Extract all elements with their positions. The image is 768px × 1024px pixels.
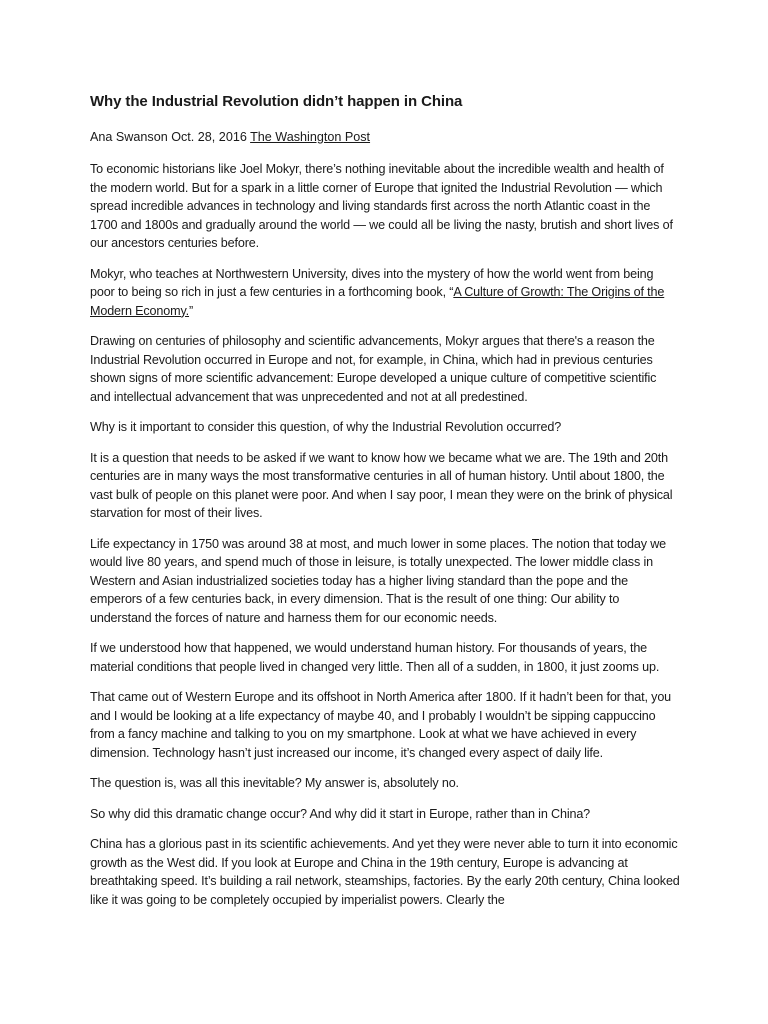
paragraph-4: Why is it important to consider this question, of why the Industrial Revolution occurred? (90, 420, 562, 434)
paragraph-2 (90, 265, 680, 321)
byline (90, 128, 680, 146)
paragraph-8: That came out of Western Europe and its offshoot in North America after 1800. If it hadn’t been for that, you and I would be looking at a life expectancy of maybe 40, and I probably I wouldn’t be sipping cappuccino from a fancy machine and talking to you on my smartphone. Look at what we have achieved in every dimension. Technology hasn’t just increased our income, it’s changed every aspect of daily life. (90, 690, 672, 760)
paragraph-2-text: Mokyr, who teaches at Northwestern University, dives into the mystery of how the world went from being poor to being so rich in just a few centuries in a forthcoming book, “ (90, 266, 654, 299)
article-title: Why the Industrial Revolution didn’t happen in China (90, 93, 463, 110)
paragraph-3: Drawing on centuries of philosophy and scientific advancements, Mokyr argues that there's a reason the Industrial Revolution occurred in Europe and not, for example, in China, which had in previous centuries shown signs of more scientific advancement: Europe developed a unique culture of competitive scientific and intellectual advancement that was unprecedented and not at all predestined. (90, 334, 657, 404)
paragraph-2-end: ” (189, 303, 194, 318)
book-title-link[interactable]: A Culture of Growth: The Origins of the Modern Economy. (90, 285, 665, 318)
paragraph-11: China has a glorious past in its scientific achievements. And yet they were never able to turn it into economic growth as the West did. If you look at Europe and China in the 19th century, Europe is advancing at breathtaking speed. It’s building a rail network, steamships, factories. By the early 20th century, China looked like it was going to be completely occupied by imperialist powers. Clearly the (90, 837, 680, 907)
paragraph-6: Life expectancy in 1750 was around 38 at most, and much lower in some places. The notion that today we would live 80 years, and spend much of those in leisure, is totally unexpected. The lower middle class in Western and Asian industrialized societies today has a higher living standard than the pope and the emperors of a few centuries back, in every dimension. That is the result of one thing: Our ability to understand the forces of nature and harness them for our economic needs. (90, 536, 667, 625)
paragraph-7: If we understood how that happened, we would understand human history. For thousands of years, the material conditions that people lived in changed very little. Then all of a sudden, in 1800, it just zooms up. (90, 641, 660, 674)
source-link[interactable]: The Washington Post (250, 130, 371, 144)
paragraph-5: It is a question that needs to be asked if we want to know how we became what we are. The 19th and 20th centuries are in many ways the most transformative centuries in all of human history. Until about 1800, the vast bulk of people on this planet were poor. And when I say poor, I mean they were on the brink of physical starvation for most of their lives. (90, 450, 673, 520)
article-body (90, 92, 680, 921)
paragraph-10: So why did this dramatic change occur? And why did it start in Europe, rather than in China? (90, 806, 591, 821)
paragraph-9: The question is, was all this inevitable? My answer is, absolutely no. (90, 776, 459, 790)
paragraph-1: To economic historians like Joel Mokyr, there’s nothing inevitable about the incredible wealth and health of the modern world. But for a spark in a little corner of Europe that ignited the Industrial Revolution — which spread incredible advances in technology and living standards first across the north Atlantic coast in the 1700 and 1800s and gradually around the world — we could all be living the nasty, brutish and short lives of our ancestors centuries before. (90, 162, 673, 250)
author-date: Ana Swanson Oct. 28, 2016 (90, 130, 251, 144)
